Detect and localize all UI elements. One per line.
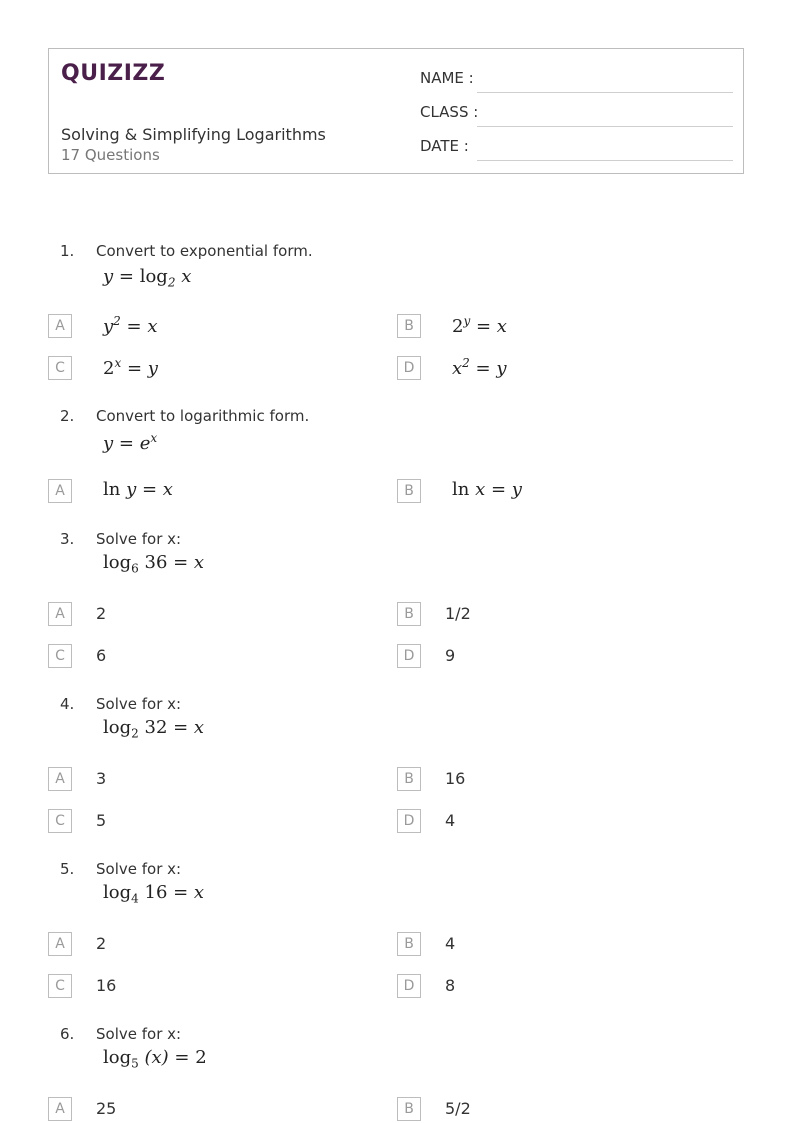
option-text: 9 — [445, 646, 456, 665]
question-prompt: Solve for x: — [96, 530, 182, 548]
option-letter[interactable]: B — [397, 602, 421, 626]
option-letter[interactable]: C — [48, 644, 72, 668]
option-letter[interactable]: D — [397, 974, 421, 998]
option-text: 25 — [96, 1099, 117, 1118]
option-letter[interactable]: C — [48, 356, 72, 380]
date-field[interactable] — [420, 137, 733, 161]
option-math: $y^2 = x$ — [103, 314, 158, 337]
option-text: 2 — [96, 604, 107, 623]
question-math: $y = \log_2 x$ — [103, 266, 192, 290]
name-field[interactable] — [420, 69, 733, 93]
option-letter[interactable]: B — [397, 767, 421, 791]
question-prompt: Solve for x: — [96, 860, 182, 878]
option-letter[interactable]: B — [397, 932, 421, 956]
option-letter[interactable]: C — [48, 809, 72, 833]
question-prompt: Solve for x: — [96, 1025, 182, 1043]
option-text: 3 — [96, 769, 107, 788]
question-math: $\log_2 32 = x$ — [103, 717, 205, 741]
name-label: NAME : — [420, 69, 474, 87]
question-prompt: Convert to exponential form. — [96, 242, 313, 260]
worksheet-title: Solving & Simplifying Logarithms — [61, 125, 326, 144]
option-letter[interactable]: D — [397, 809, 421, 833]
class-field[interactable] — [420, 103, 733, 127]
question-number: 3. — [60, 530, 75, 548]
question-count: 17 Questions — [61, 146, 160, 164]
option-letter[interactable]: A — [48, 314, 72, 338]
option-letter[interactable]: D — [397, 644, 421, 668]
option-text: 1/2 — [445, 604, 471, 623]
question-math: $y = e^x$ — [103, 431, 158, 454]
class-label: CLASS : — [420, 103, 479, 121]
option-letter[interactable]: B — [397, 1097, 421, 1121]
option-letter[interactable]: A — [48, 932, 72, 956]
option-letter[interactable]: B — [397, 479, 421, 503]
option-letter[interactable]: C — [48, 974, 72, 998]
question-number: 4. — [60, 695, 75, 713]
question-number: 1. — [60, 242, 75, 260]
option-letter[interactable]: A — [48, 602, 72, 626]
option-text: 6 — [96, 646, 107, 665]
worksheet-header — [48, 48, 744, 174]
question-math: $\log_5 (x) = 2$ — [103, 1047, 207, 1071]
option-letter[interactable]: A — [48, 479, 72, 503]
option-text: 8 — [445, 976, 456, 995]
option-letter[interactable]: B — [397, 314, 421, 338]
question-number: 5. — [60, 860, 75, 878]
option-text: 4 — [445, 811, 456, 830]
option-text: 5/2 — [445, 1099, 471, 1118]
date-line[interactable] — [477, 160, 733, 161]
question-prompt: Convert to logarithmic form. — [96, 407, 310, 425]
option-math: $x^2 = y$ — [452, 356, 507, 379]
option-math: $2^x = y$ — [103, 356, 158, 379]
option-text: 2 — [96, 934, 107, 953]
option-math: ln y = x — [103, 479, 173, 500]
option-text: 4 — [445, 934, 456, 953]
option-math: ln x = y — [452, 479, 522, 500]
option-text: 16 — [445, 769, 466, 788]
option-letter[interactable]: A — [48, 1097, 72, 1121]
question-math: $\log_6 36 = x$ — [103, 552, 205, 576]
option-letter[interactable]: D — [397, 356, 421, 380]
option-letter[interactable]: A — [48, 767, 72, 791]
date-label: DATE : — [420, 137, 469, 155]
class-line[interactable] — [477, 126, 733, 127]
option-math: $2^y = x$ — [452, 314, 507, 337]
name-line[interactable] — [477, 92, 733, 93]
option-text: 16 — [96, 976, 117, 995]
question-number: 2. — [60, 407, 75, 425]
question-number: 6. — [60, 1025, 75, 1043]
quizizz-logo[interactable]: QUIZIZZ — [61, 61, 166, 86]
question-math: $\log_4 16 = x$ — [103, 882, 205, 906]
question-prompt: Solve for x: — [96, 695, 182, 713]
option-text: 5 — [96, 811, 107, 830]
